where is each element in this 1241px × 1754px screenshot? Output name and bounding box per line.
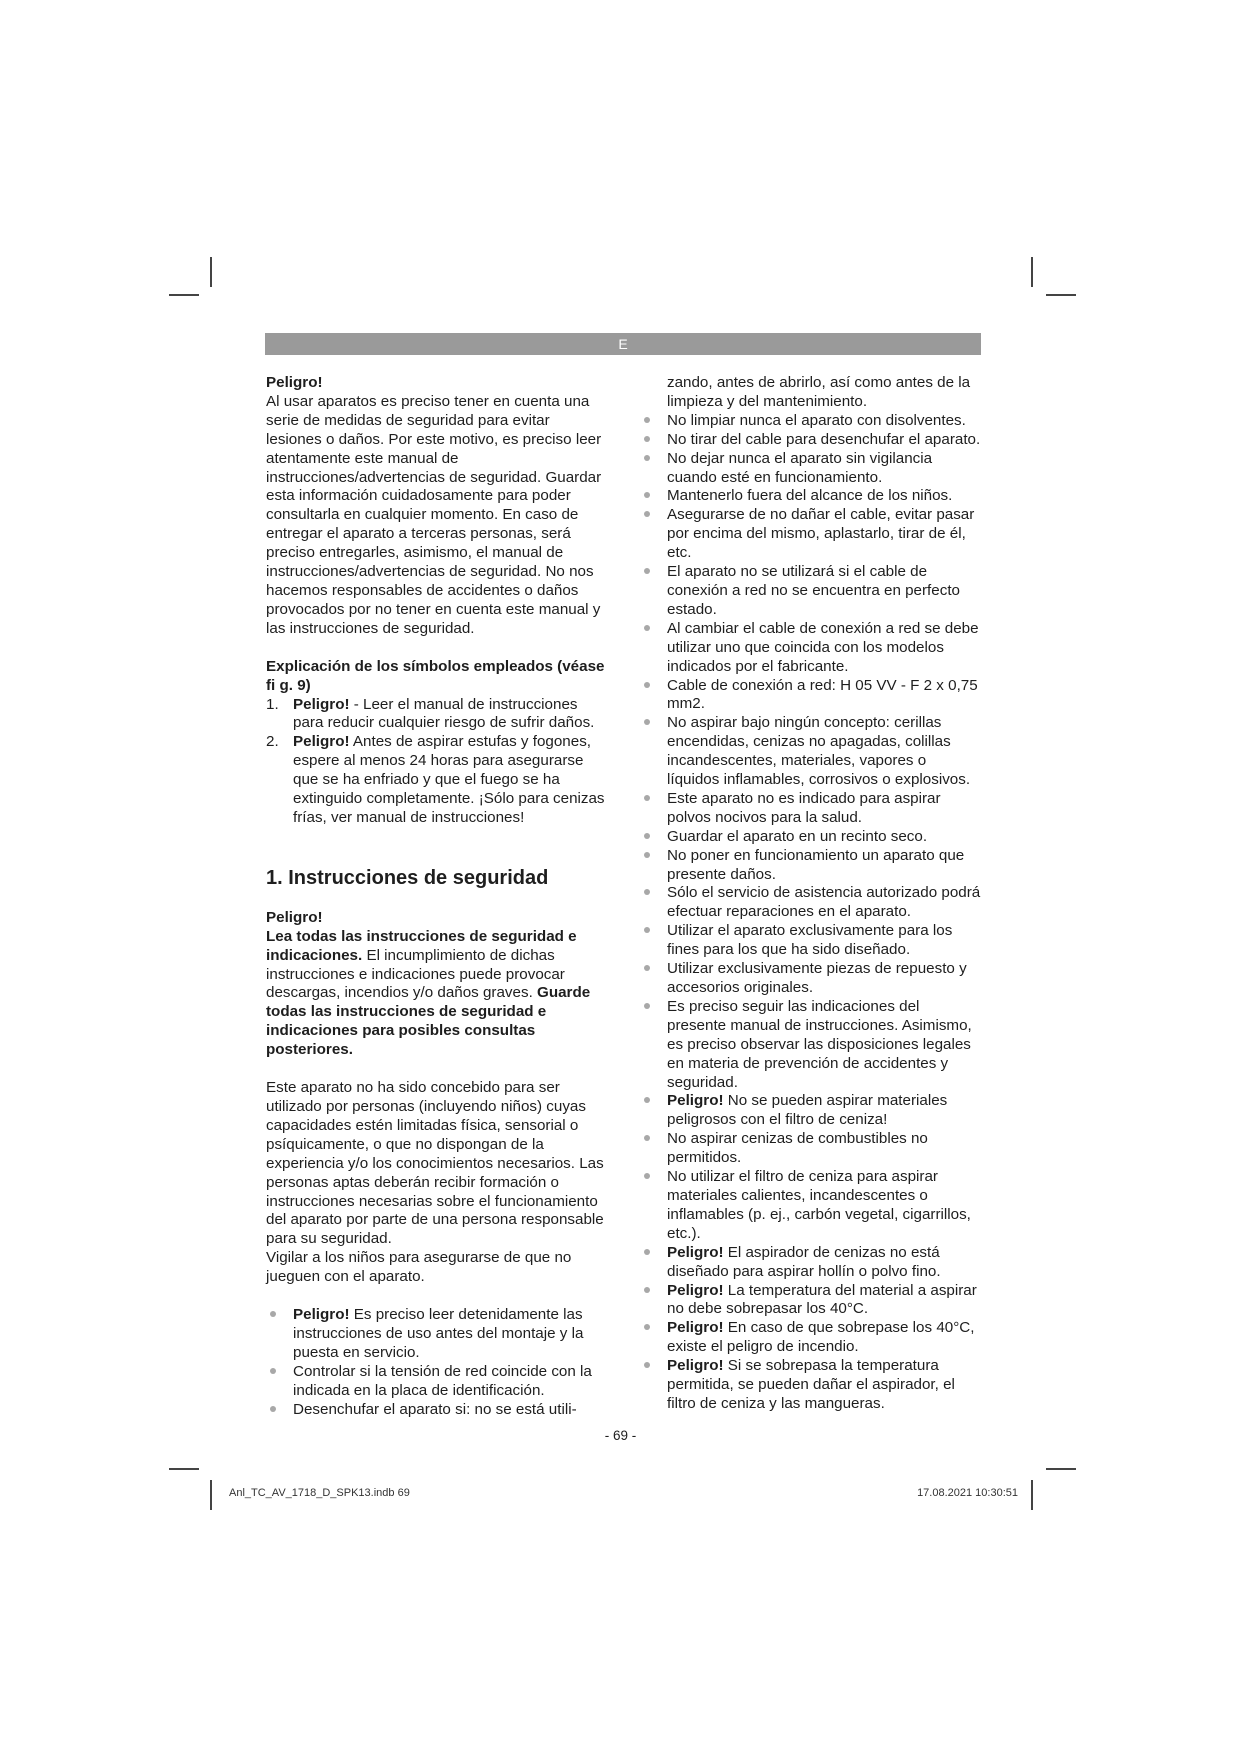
bullet-text: El aspirador de cenizas no está diseñado para aspirar hollín o polvo fino. [667, 1243, 941, 1280]
bullet-bold: Peligro! [667, 1319, 724, 1337]
bullet-text: No dejar nunca el aparato sin vigilancia cuando esté en funcionamiento. [667, 449, 933, 486]
bullet-text: No tirar del cable para desenchufar el aparato. [667, 430, 981, 448]
right-column [640, 374, 982, 1414]
bullet-item [266, 1306, 606, 1363]
bullet-text: La temperatura del material a aspirar no debe sobrepasar los 40°C. [667, 1281, 977, 1318]
symbol-text: - Leer el manual de instrucciones para reducir cualquier riesgo de sufrir daños. [293, 695, 595, 732]
bullet-text: Es preciso seguir las indicaciones del presente manual de instrucciones. Asimismo, es preciso observar las disposiciones legales en materia de prevención de accidentes y seguridad. [667, 997, 972, 1091]
bullet-item [640, 1282, 982, 1320]
bullet-item [640, 1092, 982, 1130]
left-column [266, 374, 606, 1420]
warning-paragraph [266, 928, 606, 1060]
bullet-text: Utilizar exclusivamente piezas de repuesto y accesorios originales. [667, 960, 967, 996]
bullet-item [640, 1319, 982, 1357]
warning-bold-2: Guarde todas las instrucciones de seguridad e indicaciones para posibles consultas posteriores. [266, 984, 591, 1059]
bullet-text: Mantenerlo fuera del alcance de los niños. [667, 487, 953, 505]
symbol-item [266, 733, 606, 828]
bullet-item [640, 450, 982, 488]
bullet-item [640, 714, 982, 790]
bullet-text: No poner en funcionamiento un aparato que presente daños. [667, 846, 965, 883]
crop-mark [1046, 294, 1076, 296]
bullet-item [640, 828, 982, 847]
bullet-item [640, 1168, 982, 1244]
symbol-text: Antes de aspirar estufas y fogones, espere al menos 24 horas para asegurarse que se ha enfriado y que el fuego se ha extinguido completamente. ¡Sólo para cenizas frías, ver manual de instrucciones! [293, 733, 605, 826]
bullet-item [640, 1357, 982, 1414]
continuation-text: zando, antes de abrirlo, así como antes de la limpieza y del mantenimiento. [667, 374, 971, 410]
bullet-item [640, 487, 982, 506]
language-tab-label: E [618, 336, 628, 352]
section-title: 1. Instrucciones de seguridad [266, 866, 549, 889]
bullet-item [640, 431, 982, 450]
symbol-item [266, 696, 606, 734]
crop-mark [210, 257, 212, 287]
bullet-text: En caso de que sobrepase los 40°C, existe el peligro de incendio. [667, 1319, 975, 1356]
bullet-item [266, 1363, 606, 1401]
bullet-item [640, 1244, 982, 1282]
bullet-item [640, 620, 982, 677]
bullet-text: Controlar si la tensión de red coincide con la indicada en la placa de identificación. [293, 1362, 592, 1399]
bullet-text: No se pueden aspirar materiales peligrosos con el filtro de ceniza! [667, 1092, 948, 1129]
bullet-item [640, 790, 982, 828]
bullet-item [640, 922, 982, 960]
bullet-text: Desenchufar el aparato si: no se está utili- [293, 1400, 577, 1418]
bullet-item [640, 884, 982, 922]
bullet-bold: Peligro! [667, 1243, 724, 1261]
crop-mark [1046, 1468, 1076, 1470]
bullet-bold: Peligro! [293, 1306, 350, 1324]
symbol-number: 2. [266, 733, 279, 751]
bullet-item [640, 563, 982, 620]
bullet-text: Asegurarse de no dañar el cable, evitar pasar por encima del mismo, aplastarlo, tirar de él, etc. [667, 506, 975, 562]
bullet-text: Sólo el servicio de asistencia autorizado podrá efectuar reparaciones en el aparato. [667, 884, 981, 921]
crop-mark [1031, 1480, 1033, 1510]
intro-paragraph: Al usar aparatos es preciso tener en cuenta una serie de medidas de seguridad para evitar lesiones o daños. Por este motivo, es preciso leer atentamente este manual de instrucciones/advertencias de seguridad. Guardar esta información cuidadosamente para poder consultarla en cualquier momento. En caso de entregar el aparato a terceras personas, será preciso entregarles, asimismo, el manual de instrucciones/advertencias de seguridad. No nos hacemos responsables de accidentes o daños provocados por no tener en cuenta este manual y las instrucciones de seguridad. [266, 392, 602, 637]
bullet-item [640, 960, 982, 998]
bullet-item [640, 412, 982, 431]
bullet-text: Es preciso leer detenidamente las instrucciones de uso antes del montaje y la puesta en servicio. [293, 1306, 584, 1361]
bullet-item [640, 1130, 982, 1168]
children-paragraph: Vigilar a los niños para asegurarse de que no jueguen con el aparato. [266, 1249, 572, 1286]
bullet-text: Utilizar el aparato exclusivamente para los fines para los que ha sido diseñado. [667, 922, 953, 959]
bullet-text: Este aparato no es indicado para aspirar polvos nocivos para la salud. [667, 789, 941, 826]
crop-mark [169, 1468, 199, 1470]
symbols-heading: Explicación de los símbolos empleados (véase fi g. 9) [266, 657, 605, 694]
bullet-text: Cable de conexión a red: H 05 VV - F 2 x 0,75 mm2. [667, 676, 978, 713]
warning-bold-1: Lea todas las instrucciones de seguridad e indicaciones. [266, 927, 577, 964]
crop-mark [210, 1480, 212, 1510]
bullet-item [640, 506, 982, 563]
symbol-number: 1. [266, 695, 279, 713]
warning-text-1: El incumplimiento de dichas instrucciones e indicaciones puede provocar descargas, incendios y/o daños graves. [266, 946, 565, 1002]
bullet-item [266, 1401, 606, 1420]
bullet-text: No aspirar bajo ningún concepto: cerillas encendidas, cenizas no apagadas, colillas incandescentes, materiales, vapores o líquidos inflamables, corrosivos o explosivos. [667, 714, 971, 789]
page-number: - 69 - [604, 1428, 637, 1443]
symbol-danger-label: Peligro! [293, 695, 350, 713]
crop-mark [169, 294, 199, 296]
bullet-text: No utilizar el filtro de ceniza para aspirar materiales calientes, incandescentes o inflamables (p. ej., carbón vegetal, cigarrillos, etc.). [667, 1168, 971, 1242]
footer-datetime: 17.08.2021 10:30:51 [917, 1487, 1018, 1499]
bullet-item [640, 847, 982, 885]
bullet-item [640, 998, 982, 1093]
crop-mark [1031, 257, 1033, 287]
bullet-text: No limpiar nunca el aparato con disolventes. [667, 411, 966, 429]
bullet-bold: Peligro! [667, 1092, 724, 1110]
language-header-bar [265, 333, 981, 355]
bullet-text: Guardar el aparato en un recinto seco. [667, 827, 928, 845]
footer-filename: Anl_TC_AV_1718_D_SPK13.indb 69 [229, 1487, 410, 1499]
symbol-danger-label: Peligro! [293, 733, 350, 751]
bullet-bold: Peligro! [667, 1357, 724, 1375]
bullet-text: Si se sobrepasa la temperatura permitida, se pueden dañar el aspirador, el filtro de ceniza y las mangueras. [667, 1357, 955, 1412]
bullet-item [640, 677, 982, 715]
bullet-bold: Peligro! [667, 1281, 724, 1299]
danger-label: Peligro! [266, 908, 323, 926]
bullet-text: Al cambiar el cable de conexión a red se debe utilizar uno que coincida con los modelos indicados por el fabricante. [667, 619, 979, 675]
bullet-text: El aparato no se utilizará si el cable de conexión a red no se encuentra en perfecto estado. [667, 563, 960, 618]
bullet-text: No aspirar cenizas de combustibles no permitidos. [667, 1130, 928, 1167]
intro-heading: Peligro! [266, 374, 323, 391]
capacity-paragraph: Este aparato no ha sido concebido para ser utilizado por personas (incluyendo niños) cuyas capacidades estén limitadas física, sensorial o psíquicamente, o que no dispongan de la experiencia y/o los conocimientos necesarios. Las personas aptas deberán recibir formación o instrucciones necesarias sobre el funcionamiento del aparato por parte de una persona responsable para su seguridad. [266, 1079, 604, 1248]
